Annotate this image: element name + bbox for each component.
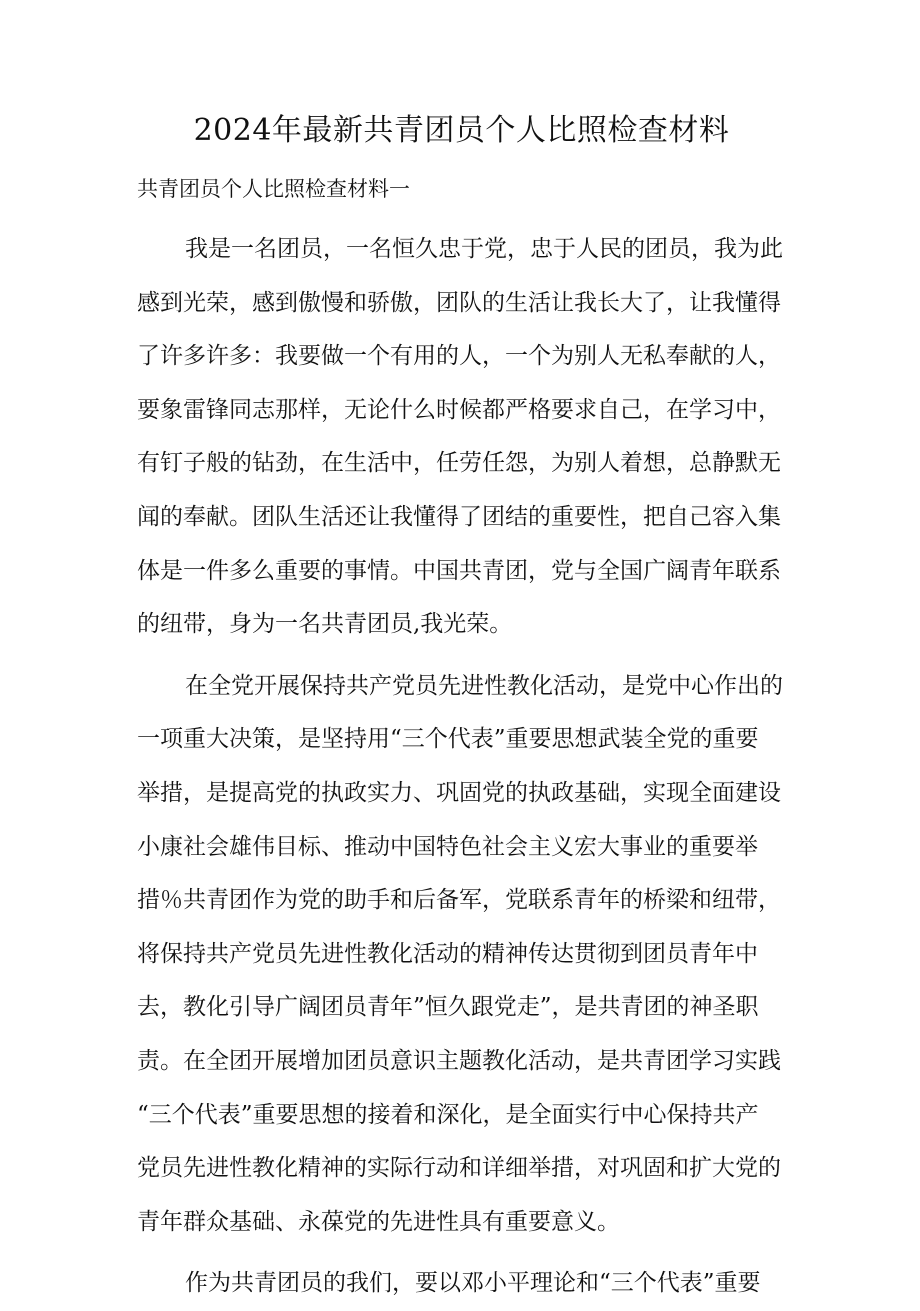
paragraph-line: “三个代表”重要思想的接着和深化，是全面实行中心保持共产 <box>137 1101 759 1128</box>
paragraph-line: 体是一件多么重要的事情。中国共青团，党与全国广阔青年联系 <box>137 557 781 584</box>
paragraph-line: 去，教化引导广阔团员青年”恒久跟党走”，是共青团的神圣职 <box>137 994 759 1021</box>
paragraph-line: 感到光荣，感到傲慢和骄傲，团队的生活让我长大了，让我懂得 <box>137 289 781 316</box>
paragraph-line: 党员先进性教化精神的实际行动和详细举措，对巩固和扩大党的 <box>137 1155 781 1182</box>
paragraph-2 <box>137 660 786 1250</box>
paragraph-line: 将保持共产党员先进性教化活动的精神传达贯彻到团员青年中 <box>137 940 758 967</box>
paragraph-line: 要象雷锋同志那样，无论什么时候都严格要求自己，在学习中， <box>137 396 781 423</box>
paragraph-line: 在全党开展保持共产党员先进性教化活动，是党中心作出的 <box>185 672 783 699</box>
paragraph-line: 措％共青团作为党的助手和后备军，党联系青年的桥梁和纽带， <box>137 887 781 914</box>
paragraph-line: 小康社会雄伟目标、推动中国特色社会主义宏大事业的重要举 <box>137 833 758 860</box>
paragraph-3 <box>137 1257 786 1311</box>
paragraph-line: 一项重大决策，是坚持用“三个代表”重要思想武装全党的重要 <box>137 726 759 753</box>
paragraph-line: 闻的奉献。团队生活还让我懂得了团结的重要性，把自己容入集 <box>137 503 781 530</box>
paragraph-line: 的纽带，身为一名共青团员,我光荣。 <box>137 611 513 638</box>
paragraph-line: 了许多许多：我要做一个有用的人，一个为别人无私奉献的人， <box>137 343 781 370</box>
paragraph-line: 举措，是提高党的执政实力、巩固党的执政基础，实现全面建设 <box>137 779 781 806</box>
paragraph-line: 责。在全团开展增加团员意识主题教化活动，是共青团学习实践 <box>137 1047 781 1074</box>
paragraph-line: 青年群众基础、永葆党的先进性具有重要意义。 <box>137 1208 620 1235</box>
paragraph-line: 有钉子般的钻劲，在生活中，任劳任怨，为别人着想，总静默无 <box>137 450 781 477</box>
paragraph-line: 我是一名团员，一名恒久忠于党，忠于人民的团员，我为此 <box>185 236 783 262</box>
document-title: 2024年最新共青团员个人比照检查材料 <box>193 113 730 148</box>
document-subtitle: 共青团员个人比照检查材料一 <box>137 177 410 201</box>
paragraph-1 <box>137 223 786 652</box>
paragraph-line: 作为共青团员的我们，要以邓小平理论和“三个代表”重要 <box>185 1270 761 1297</box>
